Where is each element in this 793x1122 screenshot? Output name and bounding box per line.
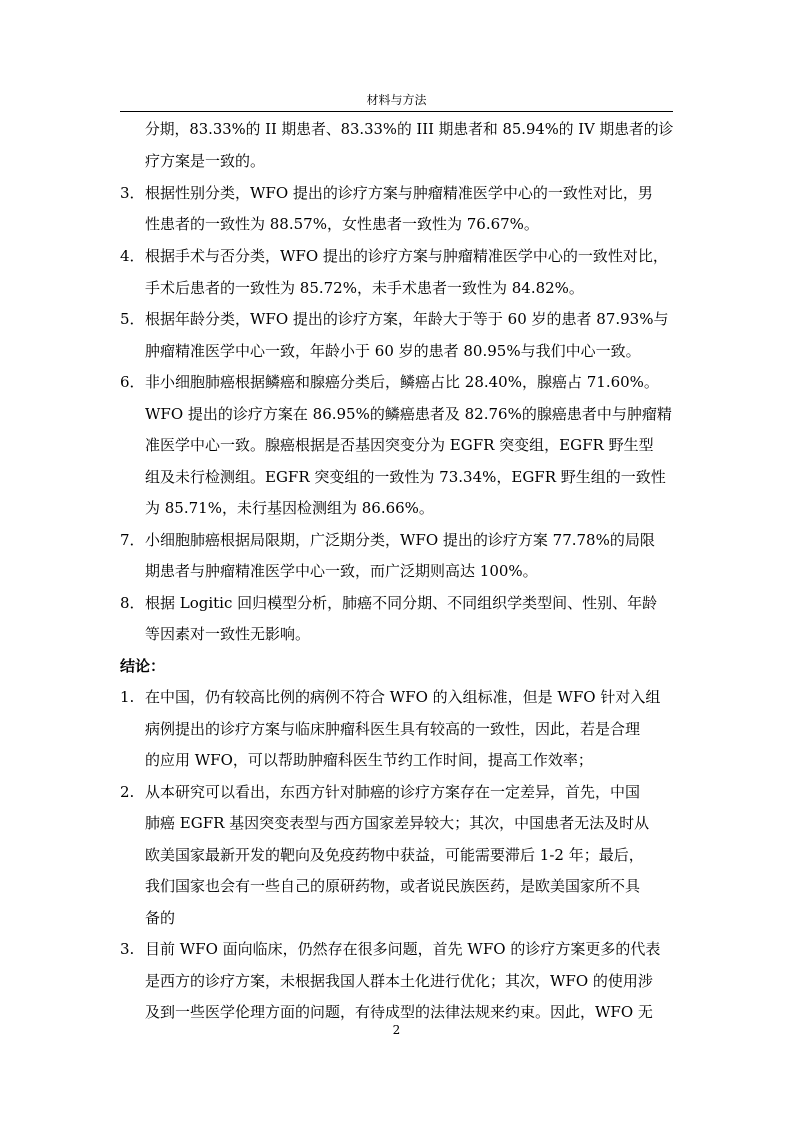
- list-marker: 6．: [120, 373, 145, 391]
- text-line: 的应用 WFO，可以帮助肿瘤科医生节约工作时间，提高工作效率；: [145, 751, 593, 769]
- text-line: 从本研究可以看出，东西方针对肺癌的诊疗方案存在一定差异，首先，中国: [145, 783, 641, 801]
- text-line: 性患者的一致性为 88.57%，女性患者一致性为 76.67%。: [145, 215, 539, 233]
- text-line: 备的: [145, 909, 176, 927]
- text-line: 准医学中心一致。腺癌根据是否基因突变分为 EGFR 突变组，EGFR 野生型: [145, 436, 654, 454]
- text-line: 目前 WFO 面向临床，仍然存在很多问题，首先 WFO 的诊疗方案更多的代表: [145, 940, 661, 958]
- text-line: 疗方案是一致的。: [145, 152, 266, 170]
- text-line: 肿瘤精准医学中心一致，年龄小于 60 岁的患者 80.95%与我们中心一致。: [145, 342, 641, 360]
- list-marker: 2.: [120, 783, 135, 801]
- text-line: 为 85.71%，未行基因检测组为 86.66%。: [145, 499, 434, 517]
- text-line: 我们国家也会有一些自己的原研药物，或者说民族医药，是欧美国家所不具: [145, 877, 641, 895]
- list-marker: 7．: [120, 531, 145, 549]
- text-line: 分期，83.33%的 II 期患者、83.33%的 III 期患者和 85.94%的 IV 期患者的诊: [145, 120, 674, 138]
- list-marker: 5．: [120, 310, 145, 328]
- text-line: 小细胞肺癌根据局限期，广泛期分类，WFO 提出的诊疗方案 77.78%的局限: [145, 531, 655, 549]
- text-line: 在中国，仍有较高比例的病例不符合 WFO 的入组标准，但是 WFO 针对入组: [145, 688, 661, 706]
- list-marker: 8．: [120, 594, 145, 612]
- text-line: 肺癌 EGFR 基因突变表型与西方国家差异较大；其次，中国患者无法及时从: [145, 814, 650, 832]
- text-line: 病例提出的诊疗方案与临床肿瘤科医生具有较高的一致性，因此，若是合理: [145, 720, 641, 738]
- text-line: 手术后患者的一致性为 85.72%，未手术患者一致性为 84.82%。: [145, 279, 584, 297]
- text-line: 根据手术与否分类，WFO 提出的诊疗方案与肿瘤精准医学中心的一致性对比，: [145, 247, 668, 265]
- text-line: 根据性别分类，WFO 提出的诊疗方案与肿瘤精准医学中心的一致性对比，男: [145, 184, 653, 202]
- text-line: 是西方的诊疗方案，未根据我国人群本土化进行优化；其次，WFO 的使用涉: [145, 972, 653, 990]
- text-line: 非小细胞肺癌根据鳞癌和腺癌分类后，鳞癌占比 28.40%，腺癌占 71.60%。: [145, 373, 659, 391]
- text-line: 欧美国家最新开发的靶向及免疫药物中获益，可能需要滞后 1-2 年；最后，: [145, 846, 644, 864]
- list-marker: 1.: [120, 688, 135, 706]
- text-line: WFO 提出的诊疗方案在 86.95%的鳞癌患者及 82.76%的腺癌患者中与肿瘤精: [145, 405, 672, 423]
- text-line: 及到一些医学伦理方面的问题，有待成型的法律法规来约束。因此，WFO 无: [145, 1003, 653, 1021]
- list-marker: 3．: [120, 184, 145, 202]
- text-line: 等因素对一致性无影响。: [145, 625, 311, 643]
- text-line: 组及未行检测组。EGFR 突变组的一致性为 73.34%，EGFR 野生组的一致性: [145, 468, 666, 486]
- conclusion-heading: 结论：: [120, 657, 166, 675]
- list-marker: 3.: [120, 940, 135, 958]
- text-line: 期患者与肿瘤精准医学中心一致，而广泛期则高达 100%。: [145, 562, 538, 580]
- text-line: 根据年龄分类，WFO 提出的诊疗方案，年龄大于等于 60 岁的患者 87.93%与: [145, 310, 669, 328]
- page-number: 2: [392, 1023, 401, 1037]
- text-line: 根据 Logitic 回归模型分析，肺癌不同分期、不同组织学类型间、性别、年龄: [145, 594, 658, 612]
- list-marker: 4．: [120, 247, 145, 265]
- page-header-title: 材料与方法: [366, 93, 427, 107]
- header-rule: [120, 111, 673, 112]
